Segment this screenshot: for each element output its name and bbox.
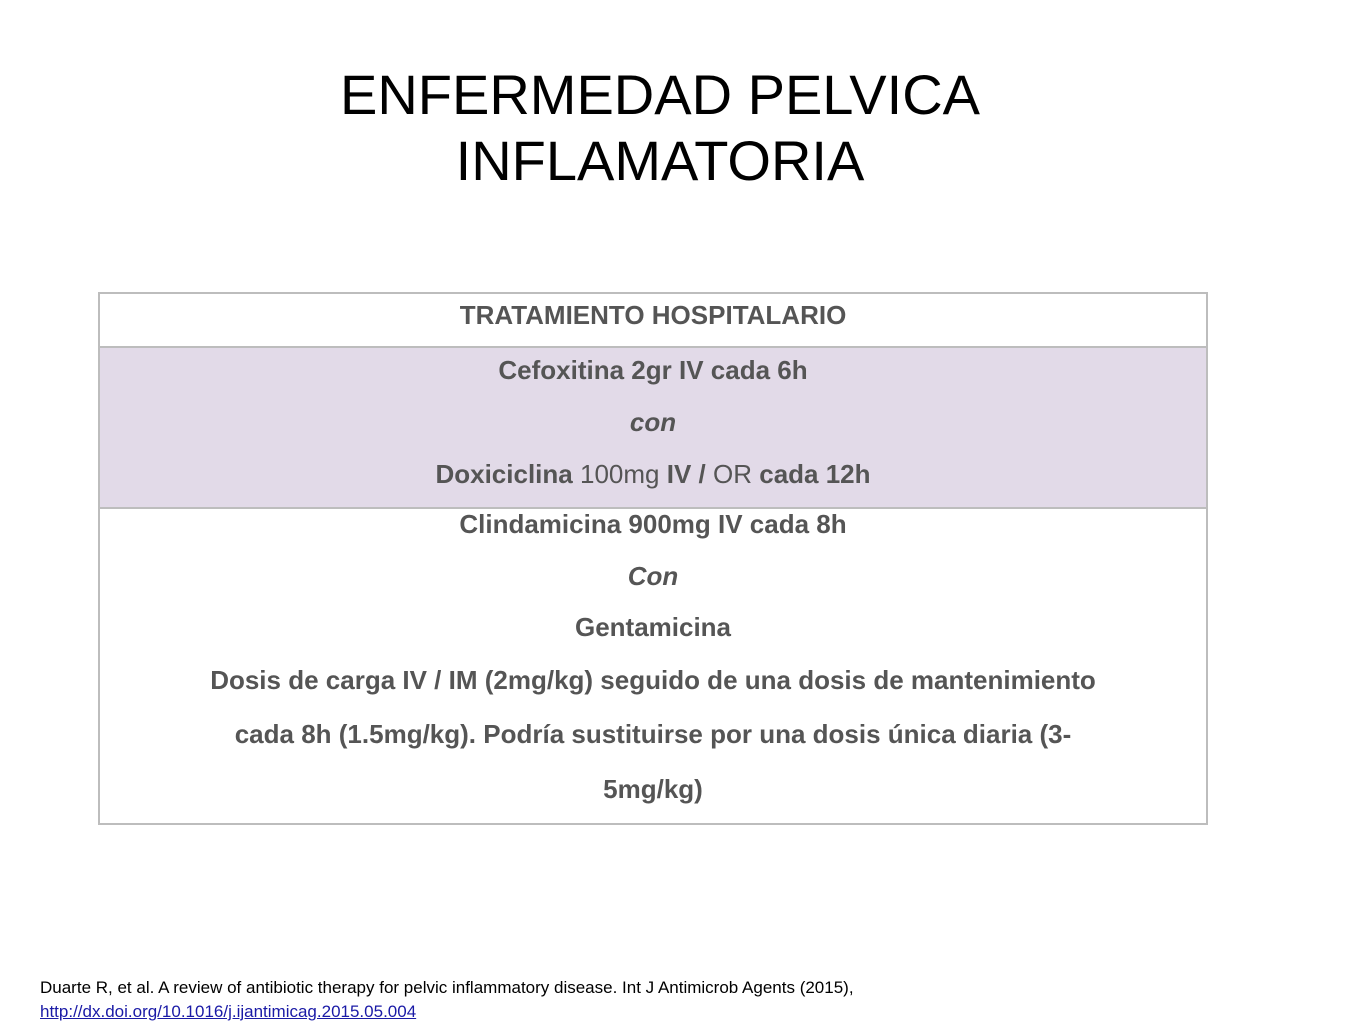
slide-title-line-2: INFLAMATORIA	[455, 129, 865, 192]
slide-title	[0, 62, 1320, 194]
option1-drug2-frequency: cada 12h	[759, 459, 871, 489]
option1-drug2-route-b: OR	[713, 459, 752, 489]
slide-title-line-1: ENFERMEDAD PELVICA	[340, 63, 980, 126]
table-header-row	[100, 294, 1206, 348]
option1-connector: con	[629, 407, 677, 437]
option2-drug2: Gentamicina	[574, 612, 732, 642]
citation-doi-link[interactable]: http://dx.doi.org/10.1016/j.ijantimicag.2015.05.004	[40, 1002, 417, 1021]
option2-dosing-line-1: Dosis de carga IV / IM (2mg/kg) seguido de una dosis de mantenimiento	[210, 665, 1096, 695]
option2-connector: Con	[627, 561, 679, 591]
citation-text: Duarte R, et al. A review of antibiotic therapy for pelvic inflammatory disease. Int J Antimicrob Agents (2015),	[40, 978, 854, 997]
treatment-table	[98, 292, 1208, 825]
treatment-option-1	[100, 348, 1206, 509]
option2-dosing-line-3: 5mg/kg)	[603, 774, 703, 804]
table-header-text: TRATAMIENTO HOSPITALARIO	[459, 300, 847, 330]
option1-drug2-separator: /	[698, 459, 706, 489]
option1-drug2-route-a: IV	[666, 459, 692, 489]
option2-dosing-line-2: cada 8h (1.5mg/kg). Podría sustituirse por una dosis única diaria (3-	[234, 719, 1072, 749]
citation	[40, 976, 854, 1024]
option1-drug2-name: Doxiciclina	[435, 459, 573, 489]
option1-drug2	[100, 457, 1206, 491]
option1-drug2-dose: 100mg	[579, 459, 660, 489]
treatment-option-2	[100, 509, 1206, 823]
option2-drug1: Clindamicina 900mg IV cada 8h	[459, 509, 847, 539]
option1-drug1: Cefoxitina 2gr IV cada 6h	[498, 355, 808, 385]
